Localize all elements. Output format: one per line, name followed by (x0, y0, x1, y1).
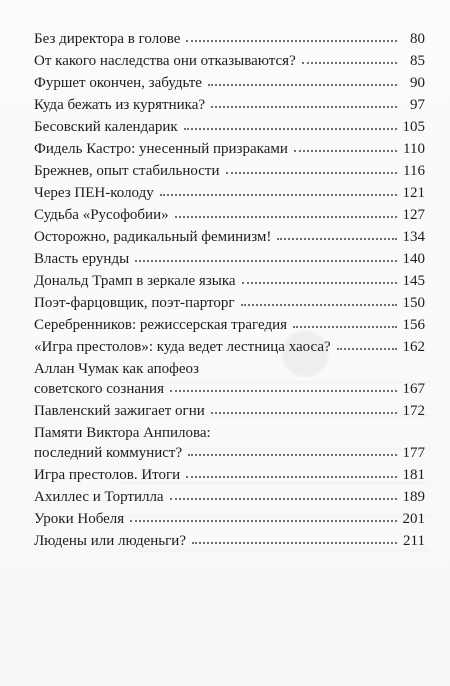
toc-entry-row (34, 531, 425, 551)
dot-leader (135, 259, 397, 262)
toc-page-number: 121 (402, 185, 425, 201)
dot-leader (211, 105, 397, 108)
toc-entry (34, 271, 425, 291)
toc-entry-title: Павленский зажигает огни (34, 403, 205, 419)
toc-entry (34, 487, 425, 507)
dot-leader (302, 61, 397, 64)
dot-leader (277, 237, 397, 240)
dot-leader (211, 411, 397, 414)
toc-page-number: 162 (402, 339, 425, 355)
dot-leader (184, 127, 397, 130)
toc-entry-title: Поэт-фарцовщик, поэт-парторг (34, 295, 235, 311)
dot-leader (208, 83, 397, 86)
toc-page-number: 127 (402, 207, 425, 223)
toc-entry-row (34, 139, 425, 159)
toc-entry (34, 359, 425, 399)
toc-entry (34, 465, 425, 485)
toc-entry-title: Дональд Трамп в зеркале языка (34, 273, 236, 289)
toc-page-number: 97 (410, 97, 425, 113)
toc-entry (34, 337, 425, 357)
toc-entry (34, 29, 425, 49)
toc-entry (34, 293, 425, 313)
toc-page-number: 167 (402, 381, 425, 397)
toc-page-number: 177 (402, 445, 425, 461)
toc-page-number: 150 (402, 295, 425, 311)
toc-entry (34, 95, 425, 115)
toc-entry-title: Игра престолов. Итоги (34, 467, 181, 483)
toc-entry-row (34, 465, 425, 485)
toc-entry-title: последний коммунист? (34, 445, 183, 461)
toc-entry-title: Власть ерунды (34, 251, 130, 267)
toc-entry-title-line: Памяти Виктора Анпилова: (34, 425, 211, 441)
toc-entry-title: Фидель Кастро: унесенный призраками (34, 141, 288, 157)
toc-page-number: 201 (402, 511, 425, 527)
toc-entry-row (34, 443, 425, 463)
toc-page-number: 181 (402, 467, 425, 483)
dot-leader (186, 39, 397, 42)
dot-leader (130, 519, 397, 522)
toc-entry-title: Людены или люденьги? (34, 533, 186, 549)
toc-entry (34, 73, 425, 93)
toc-entry-title: Серебренников: режиссерская трагедия (34, 317, 288, 333)
dot-leader (170, 497, 397, 500)
toc-entry-row (34, 271, 425, 291)
toc-entry (34, 509, 425, 529)
toc-entry (34, 401, 425, 421)
toc-entry-row (34, 205, 425, 225)
toc-entry-row (34, 487, 425, 507)
toc-entry-row (34, 227, 425, 247)
dot-leader (175, 215, 397, 218)
toc-page-number: 145 (402, 273, 425, 289)
toc-entry (34, 531, 425, 551)
toc-entry (34, 139, 425, 159)
toc-entry-title: Ахиллес и Тортилла (34, 489, 164, 505)
dot-leader (226, 171, 398, 174)
toc-page-number: 140 (402, 251, 425, 267)
dot-leader (160, 193, 397, 196)
toc-entry-row (34, 183, 425, 203)
dot-leader (241, 303, 397, 306)
toc-page-number: 156 (402, 317, 425, 333)
dot-leader (170, 389, 397, 392)
toc-entry-title: Судьба «Русофобии» (34, 207, 169, 223)
toc-entry-row (34, 315, 425, 335)
toc-entry-row (34, 379, 425, 399)
dot-leader (188, 453, 397, 456)
toc-entry-row (34, 161, 425, 181)
toc-entry-title: Фуршет окончен, забудьте (34, 75, 202, 91)
toc-entry-title: Уроки Нобеля (34, 511, 125, 527)
toc-page-number: 80 (410, 31, 425, 47)
toc-page-number: 105 (402, 119, 425, 135)
toc-entry-title-line: Аллан Чумак как апофеоз (34, 361, 199, 377)
toc-entry-row (34, 337, 425, 357)
dot-leader (293, 325, 397, 328)
toc-entry (34, 51, 425, 71)
toc-entry-row (34, 73, 425, 93)
toc-entry-row (34, 51, 425, 71)
toc-entry (34, 249, 425, 269)
toc-entry-row (34, 29, 425, 49)
toc-entry (34, 183, 425, 203)
toc-page-number: 189 (402, 489, 425, 505)
toc-entry-row (34, 95, 425, 115)
toc-entry-title: «Игра престолов»: куда ведет лестница хаоса? (34, 339, 331, 355)
toc-entry-row (34, 509, 425, 529)
dot-leader (192, 541, 397, 544)
dot-leader (337, 347, 397, 350)
toc-entry-title: советского сознания (34, 381, 164, 397)
toc-entry (34, 117, 425, 137)
toc-entry (34, 227, 425, 247)
dot-leader (242, 281, 397, 284)
toc-entry-title: Бесовский календарик (34, 119, 178, 135)
toc-entry (34, 423, 425, 463)
dot-leader (294, 149, 397, 152)
toc-page-number: 134 (402, 229, 425, 245)
toc-entry-title: Куда бежать из курятника? (34, 97, 206, 113)
toc-entry-title: От какого наследства они отказываются? (34, 53, 296, 69)
toc-page-number: 90 (410, 75, 425, 91)
toc-entry-title: Через ПЕН-колоду (34, 185, 154, 201)
toc-entry-row (34, 117, 425, 137)
toc-entry-title: Без директора в голове (34, 31, 181, 47)
dot-leader (186, 475, 397, 478)
toc-page-number: 172 (402, 403, 425, 419)
toc-entry-row (34, 293, 425, 313)
toc-entry (34, 315, 425, 335)
toc-entry-title: Осторожно, радикальный феминизм! (34, 229, 272, 245)
toc-page-number: 116 (403, 163, 425, 179)
toc-entry (34, 205, 425, 225)
toc-page-number: 211 (403, 533, 425, 549)
toc-entry-title: Брежнев, опыт стабильности (34, 163, 220, 179)
toc-entry-row (34, 401, 425, 421)
toc-entry (34, 161, 425, 181)
toc-entry-row (34, 249, 425, 269)
table-of-contents (34, 29, 425, 553)
toc-page-number: 85 (410, 53, 425, 69)
toc-page-number: 110 (403, 141, 425, 157)
